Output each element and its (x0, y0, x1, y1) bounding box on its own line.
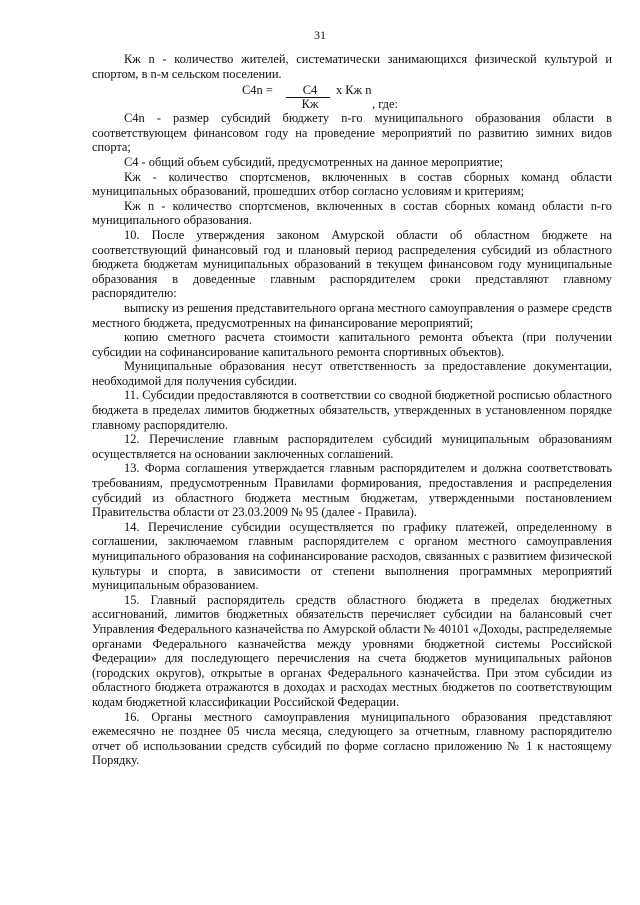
paragraph: Муниципальные образования несут ответственность за предоставление документации, необходимой для получения субсидии. (92, 359, 612, 388)
paragraph: 14. Перечисление субсидии осуществляется по графику платежей, определенному в соглашении, заключаемом главным распорядителем с органом местного самоуправления муниципального образования на софинансирование расходов, связанных с развитием физической культуры и спорта, в зависимости от степени выполнения программных мероприятий муниципальным образованием. (92, 519, 612, 593)
paragraph: 10. После утверждения законом Амурской области об областном бюджете на соответствующий финансовый год и плановый период распределения субсидий из областного бюджета бюджетам муниципальных образований в текущем финансовом году муниципальные образования в доведенные главным распорядителем сроки представляют главному распорядителю: (92, 227, 612, 301)
paragraph: копию сметного расчета стоимости капитального ремонта объекта (при получении субсидии на софинансирование капитального ремонта спортивных объектов). (92, 330, 612, 359)
paragraph: 11. Субсидии предоставляются в соответствии со сводной бюджетной росписью областного бюджета в пределах лимитов бюджетных обязательств, утвержденных в установленном порядке главному распорядителю. (92, 388, 612, 432)
paragraph: Кж n - количество спортсменов, включенных в состав сборных команд области n-го муниципального образования. (92, 198, 612, 228)
paragraph: Кж - количество спортсменов, включенных в состав сборных команд области муниципальных образований, прошедших отбор согласно условиям и критериям; (92, 169, 612, 199)
paragraph: 15. Главный распорядитель средств областного бюджета в пределах бюджетных ассигнований, лимитов бюджетных обязательств перечисляет субсидии на балансовый счет Управления Федерального казначейства по Амурской области № 40101 «Доходы, распределяемые органами Федерального казначейства между уровнями бюджетной системы Российской Федерации» для последующего перечисления на счета бюджетов муниципальных районов (городских округов), открытые в органах Федерального казначейства. При этом субсидии из областного бюджета отражаются в доходах и расходах местных бюджетов по соответствующим кодам бюджетной классификации Российской Федерации. (92, 592, 612, 709)
formula-suffix: , где: (372, 97, 398, 112)
formula-lhs: C4n = (242, 83, 273, 98)
paragraph: 16. Органы местного самоуправления муниципального образования представляют ежемесячно не позднее 05 числа месяца, следующего за отчетным, главному распорядителю отчет об использовании средств субсидий по форме согласно приложению № 1 к настоящему Порядку. (92, 709, 612, 768)
formula-rhs: x Кж n (336, 83, 372, 98)
document-body (92, 52, 612, 768)
formula-denominator: Кж (301, 97, 319, 112)
intro-paragraph: Кж n - количество жителей, систематически занимающихся физической культурой и спортом, в n-м сельском поселении. (92, 52, 612, 81)
paragraph: 12. Перечисление главным распорядителем субсидий муниципальным образованиям осуществляется на основании заключенных соглашений. (92, 432, 612, 461)
paragraph: выписку из решения представительного органа местного самоуправления о размере средств местного бюджета, предусмотренных на финансирование мероприятий; (92, 300, 612, 330)
page-number: 31 (314, 28, 326, 42)
paragraph: C4n - размер субсидий бюджету n-го муниципального образования области в соответствующем финансовом году на проведение мероприятий по развитию зимних видов спорта; (92, 111, 612, 155)
formula-numerator: C4 (302, 83, 318, 98)
paragraph: C4 - общий объем субсидий, предусмотренных на данное мероприятие; (124, 154, 504, 169)
paragraph: 13. Форма соглашения утверждается главным распорядителем и должна соответствовать требованиям, предусмотренным Правилами формирования, предоставления и распределения субсидий из областного бюджета местным бюджетам, утвержденными постановлением Правительства области от 23.03.2009 № 95 (далее - Правила). (92, 461, 612, 520)
subsidy-formula (92, 81, 612, 111)
